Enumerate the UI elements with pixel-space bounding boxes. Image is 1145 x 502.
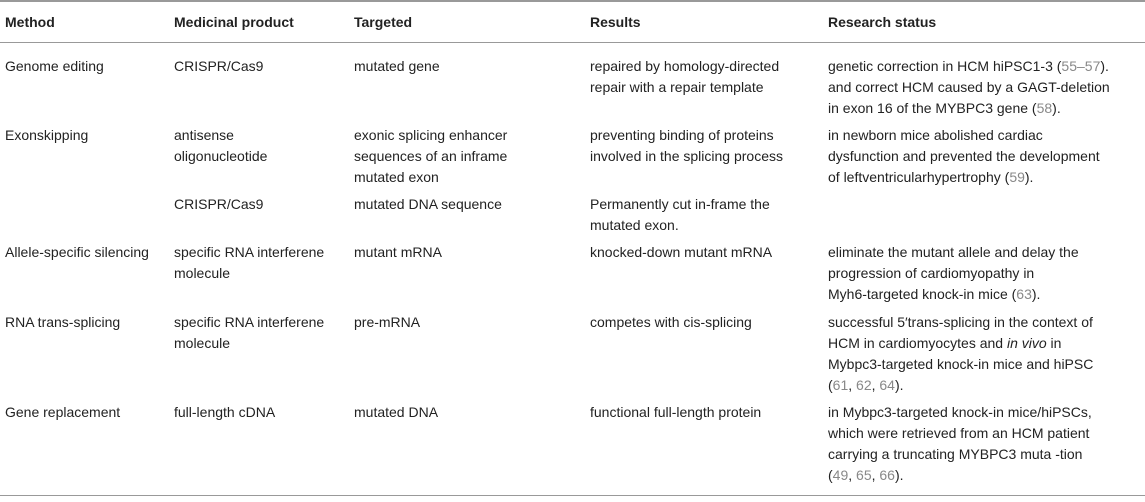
cell-targeted [354,194,502,215]
cell-line: RNA trans-splicing [5,314,121,330]
cell-line [828,167,1100,188]
text-segment: ( [828,377,833,393]
cell-method [5,56,104,77]
cell-targeted [354,242,442,263]
text-segment: ). [1100,58,1109,74]
cell-line: competes with cis-splicing [590,314,752,330]
cell-research-status [828,125,1100,188]
header-research-status: Research status [828,14,937,30]
text-segment: of leftventricularhypertrophy ( [828,169,1010,185]
text-segment: in [1046,335,1062,351]
cell-medicinal-product [174,194,263,215]
cell-research-status [828,312,1093,396]
text-segment: , [848,377,857,393]
cell-targeted [354,312,420,333]
text-segment: which were retrieved from an HCM patient [828,425,1090,441]
cell-line: antisense [174,127,234,143]
cell-method [5,125,88,146]
cell-research-status [828,402,1092,486]
cell-line: Allele-specific silencing [5,244,149,260]
header-rule [0,42,1145,43]
text-segment: successful 5′trans-splicing in the context of [828,314,1093,330]
cell-line [828,402,1092,423]
text-segment: genetic correction in HCM hiPSC1-3 ( [828,58,1062,74]
cell-line: Gene replacement [5,404,121,420]
cell-line [828,242,1079,263]
cell-method [5,312,120,333]
text-segment: , [871,467,880,483]
cell-line: specific RNA interferene [174,314,325,330]
reference-link[interactable]: 62 [856,377,872,393]
cell-results [590,402,761,423]
cell-targeted [354,56,440,77]
cell-line: repair with a repair template [590,79,764,95]
cell-medicinal-product [174,242,324,284]
cell-line: mutant mRNA [354,244,442,260]
cell-line: knocked-down mutant mRNA [590,244,773,260]
cell-method [5,402,120,423]
cell-line: functional full-length protein [590,404,762,420]
cell-research-status [828,242,1079,305]
header-method: Method [5,14,55,30]
cell-line: Permanently cut in-frame the [590,196,770,212]
cell-medicinal-product [174,312,324,354]
cell-line: mutated exon [354,169,439,185]
text-segment: Mybpc3-targeted knock-in mice and hiPSC [828,356,1094,372]
header-results: Results [590,14,641,30]
cell-line [828,444,1092,465]
text-segment: ). [894,377,904,393]
table-bottom-rule [0,495,1145,496]
text-segment: , [871,377,880,393]
text-segment: in exon 16 of the MYBPC3 gene ( [828,100,1037,116]
cell-line [828,375,1093,396]
cell-line: repaired by homology-directed [590,58,780,74]
text-segment: ). [1031,286,1041,302]
cell-line [828,423,1092,444]
cell-line: mutated DNA [354,404,439,420]
reference-link[interactable]: 59 [1009,169,1025,185]
text-segment: progression of cardiomyopathy in [828,265,1035,281]
cell-medicinal-product [174,56,263,77]
text-segment: HCM in cardiomyocytes and [828,335,1007,351]
text-segment: ). [894,467,904,483]
text-segment: , [848,467,857,483]
cell-line: specific RNA interferene [174,244,325,260]
reference-link[interactable]: 55–57 [1061,58,1101,74]
cell-line: mutated gene [354,58,440,74]
reference-link[interactable]: 66 [879,467,895,483]
cell-medicinal-product [174,402,275,423]
reference-link[interactable]: 61 [832,377,849,393]
cell-line: Genome editing [5,58,104,74]
cell-targeted [354,402,438,423]
cell-line [828,284,1079,305]
table-top-rule [0,0,1145,2]
cell-line: exonic splicing enhancer [354,127,508,143]
cell-results [590,56,779,98]
text-segment: Myh6-targeted knock-in mice ( [828,286,1017,302]
cell-line: CRISPR/Cas9 [174,58,264,74]
cell-line: involved in the splicing process [590,148,783,164]
cell-line [828,98,1110,119]
text-segment: in newborn mice abolished cardiac [828,127,1043,143]
text-segment: ( [828,467,833,483]
cell-line: CRISPR/Cas9 [174,196,264,212]
cell-line [828,146,1100,167]
cell-method [5,242,149,263]
cell-results [590,125,783,167]
text-segment: dysfunction and prevented the development [828,148,1100,164]
cell-results [590,242,772,263]
reference-link[interactable]: 63 [1016,286,1032,302]
cell-medicinal-product [174,125,267,167]
text-segment: ). [1024,169,1034,185]
cell-results [590,194,770,236]
text-segment: and correct HCM caused by a GAGT-deletion [828,79,1110,95]
cell-line [828,333,1093,354]
cell-line [828,312,1093,333]
text-segment: ). [1052,100,1061,116]
text-segment: in vivo [1006,335,1047,351]
header-targeted: Targeted [354,14,413,30]
text-segment: in Mybpc3-targeted knock-in mice/hiPSCs, [828,404,1092,420]
cell-line: mutated exon. [590,217,679,233]
reference-link[interactable]: 64 [879,377,895,393]
cell-line: molecule [174,335,231,351]
header-medicinal-product: Medicinal product [174,14,294,30]
cell-line [828,354,1093,375]
cell-line: Exonskipping [5,127,89,143]
cell-line: pre-mRNA [354,314,421,330]
cell-research-status [828,56,1110,119]
cell-line: sequences of an inframe [354,148,508,164]
cell-line: oligonucleotide [174,148,268,164]
cell-line [828,465,1092,486]
cell-line [828,263,1079,284]
cell-line [828,56,1110,77]
cell-line [828,77,1110,98]
reference-link[interactable]: 58 [1036,100,1053,116]
text-segment: carrying a truncating MYBPC3 muta -tion [828,446,1083,462]
cell-line: preventing binding of proteins [590,127,774,143]
reference-link[interactable]: 65 [856,467,872,483]
text-segment: eliminate the mutant allele and delay the [828,244,1079,260]
cell-line: mutated DNA sequence [354,196,502,212]
cell-line: full-length cDNA [174,404,276,420]
cell-line: molecule [174,265,231,281]
reference-link[interactable]: 49 [832,467,849,483]
cell-targeted [354,125,507,188]
cell-results [590,312,752,333]
cell-line [828,125,1100,146]
